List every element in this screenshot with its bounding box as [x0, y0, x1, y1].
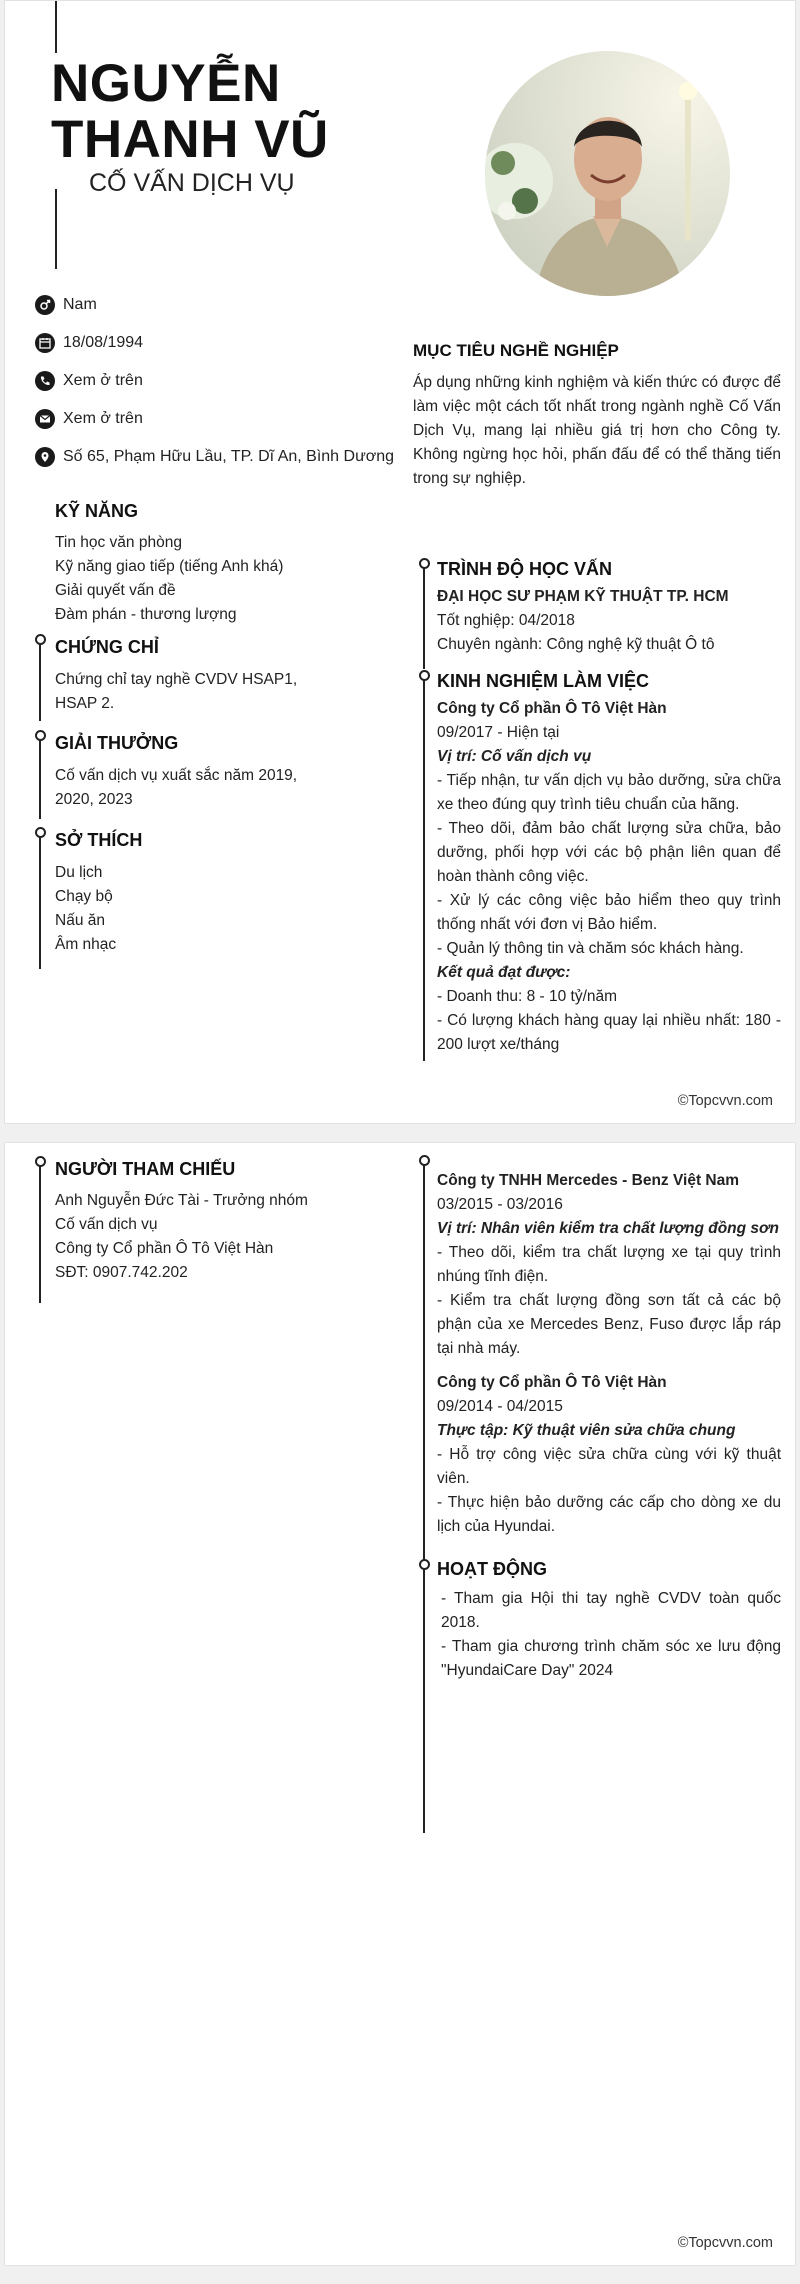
- timeline-dot: [419, 1559, 430, 1570]
- list-item: Tin học văn phòng: [55, 534, 182, 551]
- activities-title: HOẠT ĐỘNG: [437, 1559, 547, 1579]
- hobbies-title: SỞ THÍCH: [55, 830, 143, 850]
- timeline-line: [423, 1568, 425, 1833]
- certificates-text: Chứng chỉ tay nghề CVDV HSAP1, HSAP 2.: [55, 671, 298, 712]
- awards-title: GIẢI THƯỞNG: [55, 733, 179, 753]
- references-list: [55, 1189, 308, 1285]
- experience-job-1: [437, 697, 781, 1057]
- info-address: Số 65, Phạm Hữu Lầu, TP. Dĩ An, Bình Dương: [35, 445, 394, 469]
- awards-text: Cố vấn dịch vụ xuất sắc năm 2019, 2020, 2023: [55, 767, 298, 808]
- location-icon: [35, 447, 55, 467]
- major: Chuyên ngành: Công nghệ kỹ thuật Ô tô: [437, 636, 715, 653]
- timeline-line: [423, 567, 425, 669]
- list-item: Chạy bộ: [55, 888, 113, 905]
- list-item: Nấu ăn: [55, 912, 105, 929]
- list-item: Anh Nguyễn Đức Tài - Trưởng nhóm: [55, 1192, 308, 1209]
- phone-icon: [35, 371, 55, 391]
- timeline-dot: [419, 1155, 430, 1166]
- skills-title: KỸ NĂNG: [55, 501, 139, 521]
- timeline-dot: [35, 827, 46, 838]
- email-icon: [35, 409, 55, 429]
- company-name: Công ty Cổ phần Ô Tô Việt Hàn: [437, 1374, 667, 1391]
- results-title: Kết quả đạt được:: [437, 964, 571, 981]
- job-result: - Doanh thu: 8 - 10 tỷ/năm: [437, 988, 618, 1005]
- objective-text: Áp dụng những kinh nghiệm và kiến thức có được để làm việc một cách tốt nhất trong ngành nghề Cố Vấn Dịch Vụ, mang lại nhiều giá trị hơn cho Công ty. Không ngừng học hỏi, phấn đấu để có thể thăng tiến trong sự nghiệp.: [413, 374, 781, 487]
- graduation-date: Tốt nghiệp: 04/2018: [437, 612, 575, 629]
- cv-page-1: [4, 0, 796, 1124]
- timeline-dot: [35, 730, 46, 741]
- job-position: Thực tập: Kỹ thuật viên sửa chữa chung: [437, 1422, 736, 1439]
- job-period: 03/2015 - 03/2016: [437, 1196, 563, 1213]
- job-duty: - Tiếp nhận, tư vấn dịch vụ bảo dưỡng, sửa chữa xe theo đúng quy trình tiêu chuẩn của hãng.: [437, 772, 781, 813]
- list-item: Du lịch: [55, 864, 103, 881]
- job-duty: - Kiểm tra chất lượng đồng sơn tất cả các bộ phận của xe Mercedes Benz, Fuso được lắp ráp tại nhà máy.: [437, 1292, 781, 1357]
- info-dob: 18/08/1994: [35, 331, 143, 355]
- job-result: - Có lượng khách hàng quay lại nhiều nhất: 180 - 200 lượt xe/tháng: [437, 1012, 781, 1053]
- timeline-dot: [35, 634, 46, 645]
- job-position: Vị trí: Cố vấn dịch vụ: [437, 748, 592, 765]
- footer-credit: ©Topcvvn.com: [677, 1093, 773, 1109]
- footer-credit: ©Topcvvn.com: [677, 2235, 773, 2251]
- job-period: 09/2014 - 04/2015: [437, 1398, 563, 1415]
- job-duty: - Hỗ trợ công việc sửa chữa cùng với kỹ thuật viên.: [437, 1446, 781, 1487]
- list-item: Cố vấn dịch vụ: [55, 1216, 158, 1233]
- timeline-dot: [35, 1156, 46, 1167]
- references-title: NGƯỜI THAM CHIẾU: [55, 1159, 236, 1179]
- job-period: 09/2017 - Hiện tại: [437, 724, 560, 741]
- job-duty: - Thực hiện bảo dưỡng các cấp cho dòng xe du lịch của Hyundai.: [437, 1494, 781, 1535]
- list-item: Công ty Cổ phần Ô Tô Việt Hàn: [55, 1240, 274, 1257]
- candidate-name: NGUYỄN THANH VŨ: [51, 54, 329, 169]
- company-name: Công ty Cổ phần Ô Tô Việt Hàn: [437, 700, 667, 717]
- job-duty: - Quản lý thông tin và chăm sóc khách hàng.: [437, 940, 744, 957]
- timeline-line: [39, 737, 41, 819]
- education-details: [437, 585, 729, 657]
- job-duty: - Theo dõi, kiểm tra chất lượng xe tại quy trình nhúng tĩnh điện.: [437, 1244, 781, 1285]
- education-title: TRÌNH ĐỘ HỌC VẤN: [437, 559, 612, 579]
- calendar-icon: [35, 333, 55, 353]
- header-accent-line-top: [55, 1, 57, 53]
- timeline-line: [423, 679, 425, 1061]
- timeline-line: [39, 834, 41, 969]
- list-item: SĐT: 0907.742.202: [55, 1264, 188, 1281]
- timeline-line: [423, 1163, 425, 1568]
- experience-job-2: [437, 1169, 781, 1361]
- school-name: ĐẠI HỌC SƯ PHẠM KỸ THUẬT TP. HCM: [437, 588, 729, 605]
- activities-list: [441, 1587, 781, 1683]
- job-duty: - Theo dõi, đảm bảo chất lượng sửa chữa, bảo dưỡng, phối hợp với các bộ phận liên quan để hoàn thành công việc.: [437, 820, 781, 885]
- experience-title: KINH NGHIỆM LÀM VIỆC: [437, 671, 650, 691]
- list-item: Âm nhạc: [55, 936, 117, 953]
- job-title: CỐ VẤN DỊCH VỤ: [89, 169, 295, 197]
- cv-page-2: [4, 1142, 796, 2266]
- skills-list: [55, 531, 283, 627]
- timeline-line: [39, 1163, 41, 1303]
- certificates-title: CHỨNG CHỈ: [55, 637, 159, 657]
- profile-photo: [485, 51, 730, 296]
- info-phone: Xem ở trên: [35, 369, 143, 393]
- timeline-dot: [419, 558, 430, 569]
- job-position: Vị trí: Nhân viên kiểm tra chất lượng đồng sơn: [437, 1220, 779, 1237]
- list-item: Đàm phán - thương lượng: [55, 606, 237, 623]
- timeline-line: [39, 641, 41, 721]
- list-item: - Tham gia chương trình chăm sóc xe lưu động "HyundaiCare Day" 2024: [441, 1638, 781, 1679]
- job-duty: - Xử lý các công việc bảo hiểm theo quy trình thống nhất với đơn vị Bảo hiểm.: [437, 892, 781, 933]
- gender-icon: [35, 295, 55, 315]
- list-item: Giải quyết vấn đề: [55, 582, 176, 599]
- timeline-dot: [419, 670, 430, 681]
- list-item: - Tham gia Hội thi tay nghề CVDV toàn quốc 2018.: [441, 1590, 781, 1631]
- list-item: Kỹ năng giao tiếp (tiếng Anh khá): [55, 558, 284, 575]
- info-gender: Nam: [35, 293, 97, 317]
- company-name: Công ty TNHH Mercedes - Benz Việt Nam: [437, 1172, 740, 1189]
- info-email: Xem ở trên: [35, 407, 143, 431]
- objective-title: MỤC TIÊU NGHỀ NGHIỆP: [413, 341, 619, 360]
- hobbies-list: [55, 861, 116, 957]
- experience-job-3: [437, 1371, 781, 1539]
- header-accent-line-bottom: [55, 189, 57, 269]
